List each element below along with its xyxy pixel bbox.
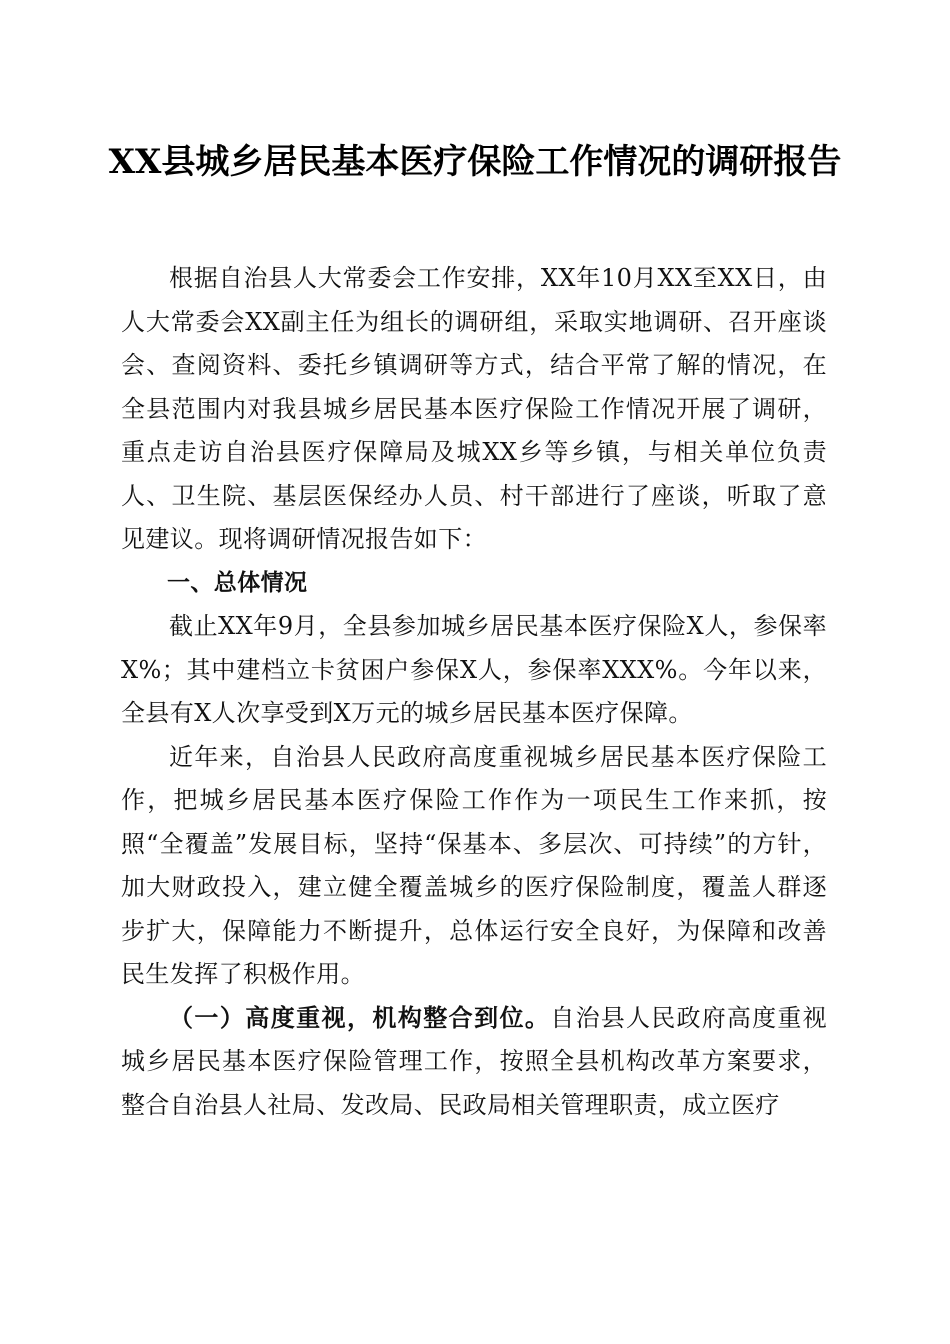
subsection-paragraph	[121, 997, 827, 1128]
subsection-lead: （一）高度重视，机构整合到位。	[169, 1003, 551, 1032]
document-title: XX县城乡居民基本医疗保险工作情况的调研报告	[108, 142, 842, 182]
recent-years-paragraph: 近年来，自治县人民政府高度重视城乡居民基本医疗保险工作，把城乡居民基本医疗保险工作作为一项民生工作来抓，按照“全覆盖”发展目标，坚持“保基本、多层次、可持续”的方针，加大财政投入，建立健全覆盖城乡的医疗保险制度，覆盖人群逐步扩大，保障能力不断提升，总体运行安全良好，为保障和改善民生发挥了积极作用。	[121, 742, 827, 988]
subsection-text: 自治县人民政府高度重视城乡居民基本医疗保险管理工作，按照全县机构改革方案要求，整合自治县人社局、发改局、民政局相关管理职责，成立医疗	[121, 1003, 827, 1119]
section-heading-overview: 一、总体情况	[167, 569, 308, 596]
intro-paragraph: 根据自治县人大常委会工作安排，XX年10月XX至XX日，由人大常委会XX副主任为组长的调研组，采取实地调研、召开座谈会、查阅资料、委托乡镇调研等方式，结合平常了解的情况，在全县范围内对我县城乡居民基本医疗保险工作情况开展了调研，重点走访自治县医疗保障局及城XX乡等乡镇，与相关单位负责人、卫生院、基层医保经办人员、村干部进行了座谈，听取了意见建议。现将调研情况报告如下：	[121, 264, 827, 553]
statistics-paragraph: 截止XX年9月，全县参加城乡居民基本医疗保险X人，参保率X%；其中建档立卡贫困户参保X人，参保率XXX%。今年以来，全县有X人次享受到X万元的城乡居民基本医疗保障。	[121, 612, 827, 727]
document-body	[121, 257, 827, 1127]
